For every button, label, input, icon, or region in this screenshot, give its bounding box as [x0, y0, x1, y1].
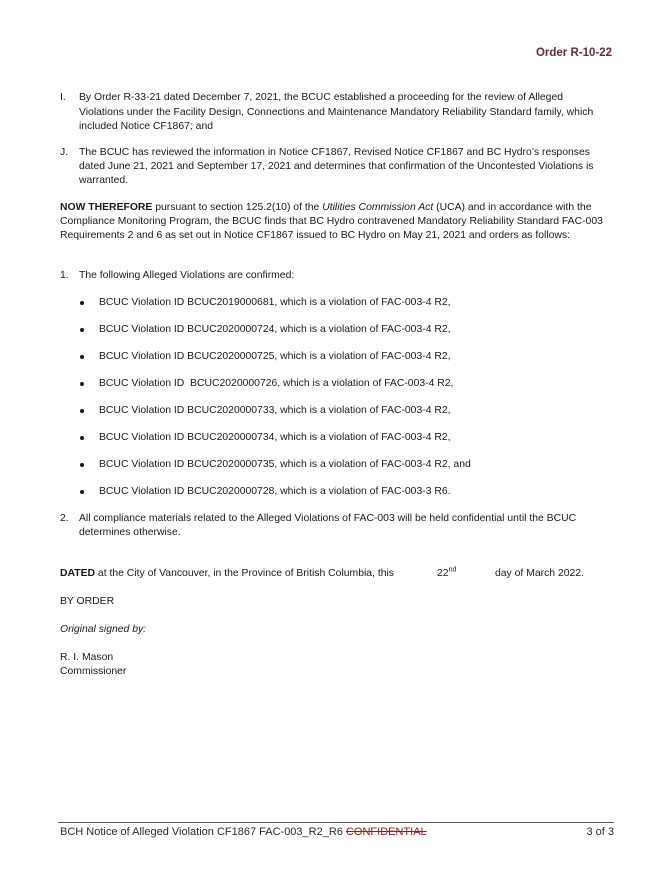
now-therefore-line-1 [60, 201, 591, 215]
dated-day [437, 567, 456, 581]
order-item-1-text: The following Alleged Violations are confirmed: [79, 270, 295, 281]
bullet-icon [80, 409, 84, 413]
footer-document-title [60, 826, 427, 838]
dated-day-number: 22 [437, 568, 449, 579]
by-order: BY ORDER [60, 596, 115, 607]
violation-item: BCUC Violation ID BCUC2020000734, which is a violation of FAC-003-4 R2, [99, 432, 451, 443]
dated-text: at the City of Vancouver, in the Province of British Columbia, this [95, 568, 394, 579]
bullet-icon [80, 355, 84, 359]
violation-item: BCUC Violation ID BCUC2019000681, which is a violation of FAC-003-4 R2, [99, 297, 451, 308]
page-number: 3 of 3 [586, 826, 614, 838]
violation-item: BCUC Violation ID BCUC2020000728, which is a violation of FAC-003-3 R6. [99, 486, 451, 497]
bullet-icon [80, 463, 84, 467]
paragraph-j-marker: J. [60, 147, 69, 158]
footer-struck-confidential: CONFIDENTIAL [345, 826, 427, 838]
paragraph-i-line-3: included Notice CF1867; and [79, 121, 214, 132]
footer-title-text: BCH Notice of Alleged Violation CF1867 FAC-003_R2_R6 [60, 826, 346, 838]
violation-item: BCUC Violation ID BCUC2020000735, which is a violation of FAC-003-4 R2, and [99, 459, 471, 470]
now-therefore-text-a: pursuant to section 125.2(10) of the [152, 202, 323, 213]
order-item-2-marker: 2. [60, 513, 69, 524]
signatory-name: R. I. Mason [60, 652, 114, 663]
dated-lead: DATED [60, 568, 96, 579]
violation-item: BCUC Violation ID BCUC2020000725, which is a violation of FAC-003-4 R2, [99, 351, 451, 362]
dated-day-suffix: nd [448, 566, 457, 574]
bullet-icon [80, 436, 84, 440]
footer-divider [58, 822, 614, 823]
now-therefore-line-2: Compliance Monitoring Program, the BCUC finds that BC Hydro contravened Mandatory Reliability Standard FAC-003 [60, 216, 603, 227]
paragraph-i-marker: I. [60, 92, 66, 103]
bullet-icon [80, 301, 84, 305]
now-therefore-lead: NOW THEREFORE [60, 202, 153, 213]
bullet-icon [80, 328, 84, 332]
dated-month-year: day of March 2022. [495, 568, 584, 579]
violation-item: BCUC Violation ID BCUC2020000733, which is a violation of FAC-003-4 R2, [99, 405, 451, 416]
dated-statement [60, 567, 394, 581]
order-item-2-line-1: All compliance materials related to the Alleged Violations of FAC-003 will be held confidential until the BCUC [79, 513, 577, 524]
paragraph-j-line-2: dated June 21, 2021 and September 17, 2021 and determines that confirmation of the Uncontested Violations is [79, 161, 594, 172]
violation-item: BCUC Violation ID BCUC2020000726, which is a violation of FAC-003-4 R2, [99, 378, 454, 389]
now-therefore-line-3: Requirements 2 and 6 as set out in Notice CF1867 issued to BC Hydro on May 21, 2021 and orders as follows: [60, 230, 570, 241]
bullet-icon [80, 490, 84, 494]
order-item-1-marker: 1. [60, 270, 69, 281]
order-item-2-line-2: determines otherwise. [79, 527, 181, 538]
paragraph-j-line-1: The BCUC has reviewed the information in Notice CF1867, Revised Notice CF1867 and BC Hydro’s responses [79, 147, 590, 158]
act-name: Utilities Commission Act [322, 202, 434, 213]
bullet-icon [80, 382, 84, 386]
signatory-title: Commissioner [60, 666, 127, 677]
paragraph-j-line-3: warranted. [79, 175, 129, 186]
now-therefore-text-b: (UCA) and in accordance with the [433, 202, 592, 213]
paragraph-i-line-2: Violations under the Facility Design, Connections and Maintenance Mandatory Reliability Standard family, which [79, 107, 594, 118]
order-number: Order R-10-22 [535, 47, 612, 59]
paragraph-i-line-1: By Order R-33-21 dated December 7, 2021, the BCUC established a proceeding for the review of Alleged [79, 92, 564, 103]
violation-item: BCUC Violation ID BCUC2020000724, which is a violation of FAC-003-4 R2, [99, 324, 451, 335]
original-signed-by: Original signed by: [60, 624, 147, 635]
